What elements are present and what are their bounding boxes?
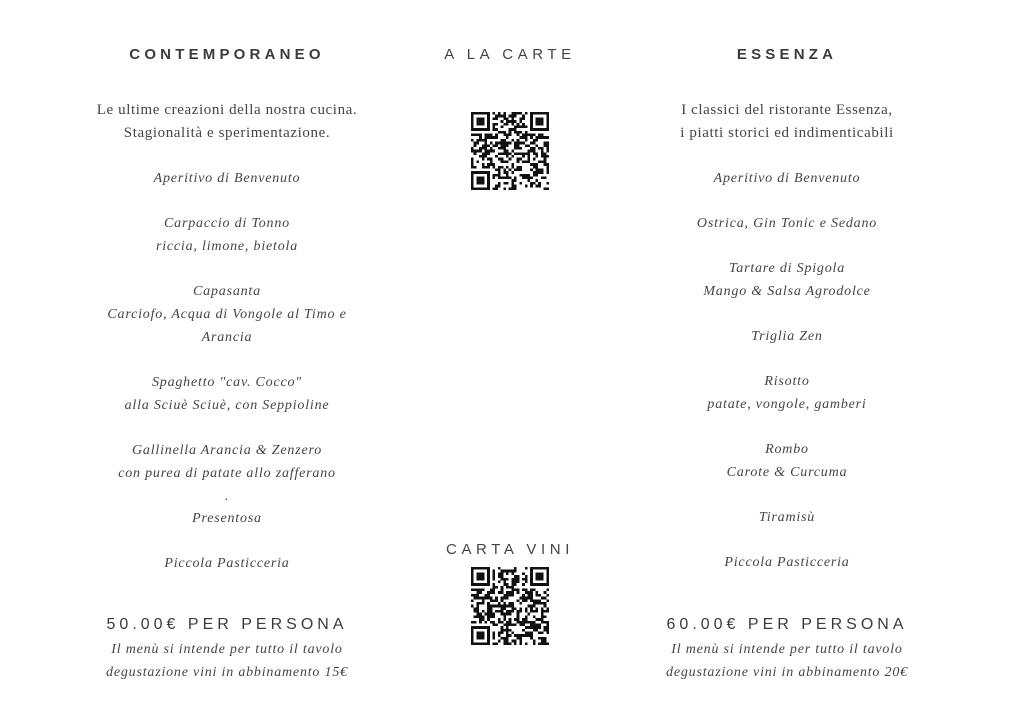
course-item — [607, 506, 967, 529]
course-line: Tartare di Spigola — [728, 261, 846, 276]
course-line: Aperitivo di Benvenuto — [153, 171, 301, 186]
course-item — [607, 212, 967, 235]
course-line: Tiramisù — [758, 510, 816, 525]
note-line: Il menù si intende per tutto il tavolo — [671, 642, 903, 657]
course-item — [607, 551, 967, 574]
course-line: Carpaccio di Tonno — [164, 216, 290, 231]
course-item — [607, 167, 967, 190]
note-line: Il menù si intende per tutto il tavolo — [111, 642, 343, 657]
course-line: . — [224, 489, 230, 504]
course-line: alla Sciuè Sciuè, con Seppioline — [124, 398, 330, 413]
course-line: Presentosa — [192, 511, 262, 526]
course-line: Arancia — [201, 330, 253, 345]
course-line: Capasanta — [193, 284, 261, 299]
intro-line: Stagionalità e sperimentazione. — [123, 125, 331, 141]
wine-list-title: CARTA VINI — [446, 541, 574, 558]
note-line: degustazione vini in abbinamento 20€ — [666, 665, 908, 680]
menu-note — [47, 638, 407, 684]
course-line: Triglia Zen — [751, 329, 823, 344]
course-line: Piccola Pasticceria — [164, 556, 290, 571]
intro-line: i piatti storici ed indimenticabili — [680, 125, 894, 141]
intro-line: Le ultime creazioni della nostra cucina. — [96, 102, 358, 118]
qr-code-icon[interactable] — [471, 112, 549, 190]
course-item — [47, 167, 407, 190]
menu-title: ESSENZA — [736, 46, 838, 63]
course-list — [607, 167, 967, 596]
course-line: Spaghetto "cav. Cocco" — [151, 375, 302, 390]
course-item — [607, 370, 967, 416]
course-list — [47, 167, 407, 597]
qr-code-icon[interactable] — [471, 567, 549, 645]
a-la-carte-title: A LA CARTE — [444, 46, 576, 63]
menu-intro — [607, 99, 967, 145]
menu-price: 50.00€ PER PERSONA — [106, 616, 348, 633]
course-item — [47, 212, 407, 258]
course-line: Carciofo, Acqua di Vongole al Timo e — [107, 307, 347, 322]
course-line: Ostrica, Gin Tonic e Sedano — [696, 216, 878, 231]
course-item — [47, 280, 407, 349]
intro-line: I classici del ristorante Essenza, — [681, 102, 893, 118]
course-line: con purea di patate allo zafferano — [118, 466, 336, 481]
course-line: Mango & Salsa Agrodolce — [703, 284, 871, 299]
course-separator — [47, 485, 407, 507]
course-item — [47, 371, 407, 417]
course-line: patate, vongole, gamberi — [707, 397, 867, 412]
course-line: riccia, limone, bietola — [155, 239, 299, 254]
note-line: degustazione vini in abbinamento 15€ — [106, 665, 348, 680]
course-line: Carote & Curcuma — [726, 465, 848, 480]
course-item — [607, 325, 967, 348]
course-item — [47, 507, 407, 530]
course-item — [607, 438, 967, 484]
course-item — [607, 257, 967, 303]
menu-price: 60.00€ PER PERSONA — [666, 616, 908, 633]
course-item — [47, 552, 407, 575]
menu-title: CONTEMPORANEO — [129, 46, 325, 63]
menu-note — [607, 638, 967, 684]
course-line: Risotto — [764, 374, 810, 389]
course-line: Gallinella Arancia & Zenzero — [131, 443, 322, 458]
course-line: Rombo — [765, 442, 809, 457]
course-line: Piccola Pasticceria — [724, 555, 850, 570]
course-line: Aperitivo di Benvenuto — [713, 171, 861, 186]
course-item — [47, 439, 407, 485]
menu-intro — [47, 99, 407, 145]
